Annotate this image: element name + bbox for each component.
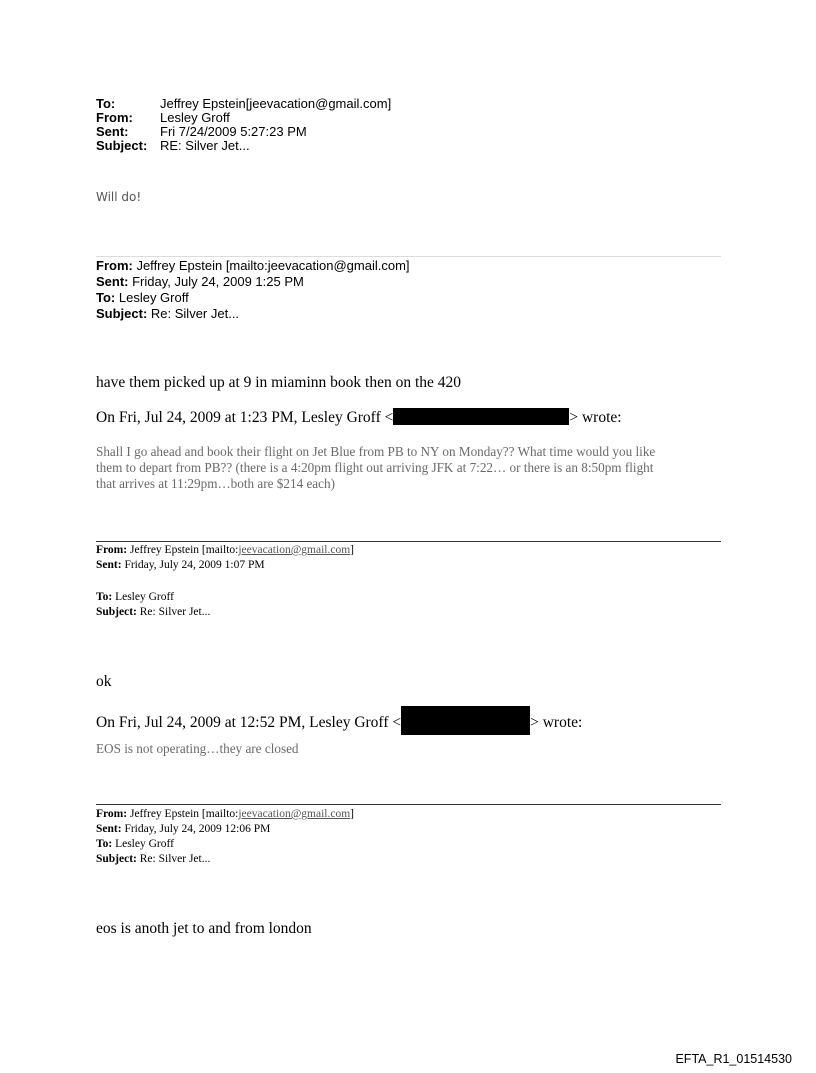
message3-text: eos is anoth jet to and from london (96, 920, 312, 937)
header-subject-label: Subject: (96, 138, 148, 153)
quote2-from (96, 543, 354, 557)
quote3-to (96, 837, 174, 851)
header-sent-label: Sent: (96, 124, 129, 139)
divider (96, 256, 721, 257)
quote3-sent-value: Friday, July 24, 2009 12:06 PM (121, 823, 271, 835)
message1-attribution-suffix: > wrote: (569, 409, 622, 426)
message1-quoted-line: Shall I go ahead and book their flight on Jet Blue from PB to NY on Monday?? What time would you like (96, 444, 656, 459)
quote3-to-label: To: (96, 838, 113, 850)
message1-quoted-line: them to depart from PB?? (there is a 4:20pm flight out arriving JFK at 7:22… or there is an 8:50pm flight (96, 460, 654, 475)
quote2-email-link[interactable]: jeevacation@gmail.com (238, 544, 351, 556)
quote2-to-label: To: (96, 591, 113, 603)
quote2-sent-label: Sent: (96, 559, 122, 571)
divider (96, 541, 721, 542)
reply-body: Will do! (96, 190, 142, 204)
quote3-sent-label: Sent: (96, 823, 122, 835)
quote1-sent-label: Sent: (96, 274, 129, 289)
header-to-row (96, 97, 391, 111)
quote3-to-value: Lesley Groff (112, 838, 174, 850)
quote3-subject (96, 852, 210, 866)
quote3-from-suffix: ] (350, 808, 354, 820)
quote2-sent (96, 558, 265, 572)
header-from-value: Lesley Groff (160, 110, 230, 125)
header-subject-value: RE: Silver Jet... (160, 138, 250, 153)
message2-attribution-suffix: > wrote: (530, 714, 583, 731)
message2-text: ok (96, 673, 112, 690)
header-to-value: Jeffrey Epstein[jeevacation@gmail.com] (160, 96, 392, 111)
quote2-to-value: Lesley Groff (112, 591, 174, 603)
quote3-from (96, 807, 354, 821)
message2-quoted-line: EOS is not operating…they are closed (96, 741, 299, 756)
quote3-from-label: From: (96, 808, 128, 820)
quote3-from-prefix: Jeffrey Epstein [mailto: (127, 808, 239, 820)
quote2-from-label: From: (96, 544, 128, 556)
quote2-subject-value: Re: Silver Jet... (136, 606, 211, 618)
quote1-sent (96, 274, 304, 289)
quote1-to-label: To: (96, 290, 116, 305)
header-from-label: From: (96, 110, 133, 125)
redaction-box (401, 706, 530, 735)
quote1-to-value: Lesley Groff (115, 290, 189, 305)
quote1-sent-value: Friday, July 24, 2009 1:25 PM (128, 274, 304, 289)
header-subject-row (96, 139, 250, 153)
quote1-to (96, 290, 189, 305)
quote2-from-suffix: ] (350, 544, 354, 556)
quote1-subject-label: Subject: (96, 306, 148, 321)
quote1-subject-value: Re: Silver Jet... (147, 306, 240, 321)
header-sent-value: Fri 7/24/2009 5:27:23 PM (160, 124, 307, 139)
message1-text: have them picked up at 9 in miaminn book then on the 420 (96, 374, 462, 391)
header-sent-row (96, 125, 307, 139)
document-id: EFTA_R1_01514530 (675, 1052, 792, 1066)
quote1-subject (96, 306, 239, 321)
divider (96, 804, 721, 805)
quote3-email-link[interactable]: jeevacation@gmail.com (238, 808, 351, 820)
message2-attribution (96, 706, 582, 735)
message1-attribution-prefix: On Fri, Jul 24, 2009 at 1:23 PM, Lesley Groff < (96, 409, 394, 426)
quote2-subject-label: Subject: (96, 606, 137, 618)
message1-quoted-line: that arrives at 11:29pm…both are $214 each) (96, 476, 336, 491)
quote2-subject (96, 605, 210, 619)
message2-attribution-prefix: On Fri, Jul 24, 2009 at 12:52 PM, Lesley Groff < (96, 714, 402, 731)
header-to-label: To: (96, 96, 116, 111)
message1-attribution (96, 408, 622, 427)
quote2-to (96, 590, 174, 604)
quote1-from-value: Jeffrey Epstein [mailto:jeevacation@gmail.com] (132, 258, 410, 273)
quote3-subject-value: Re: Silver Jet... (136, 853, 211, 865)
quote1-from-label: From: (96, 258, 133, 273)
quote2-from-prefix: Jeffrey Epstein [mailto: (127, 544, 239, 556)
quote3-sent (96, 822, 270, 836)
header-from-row (96, 111, 230, 125)
quote1-from (96, 258, 410, 273)
quote2-sent-value: Friday, July 24, 2009 1:07 PM (121, 559, 265, 571)
quote3-subject-label: Subject: (96, 853, 137, 865)
redaction-box (393, 408, 569, 425)
